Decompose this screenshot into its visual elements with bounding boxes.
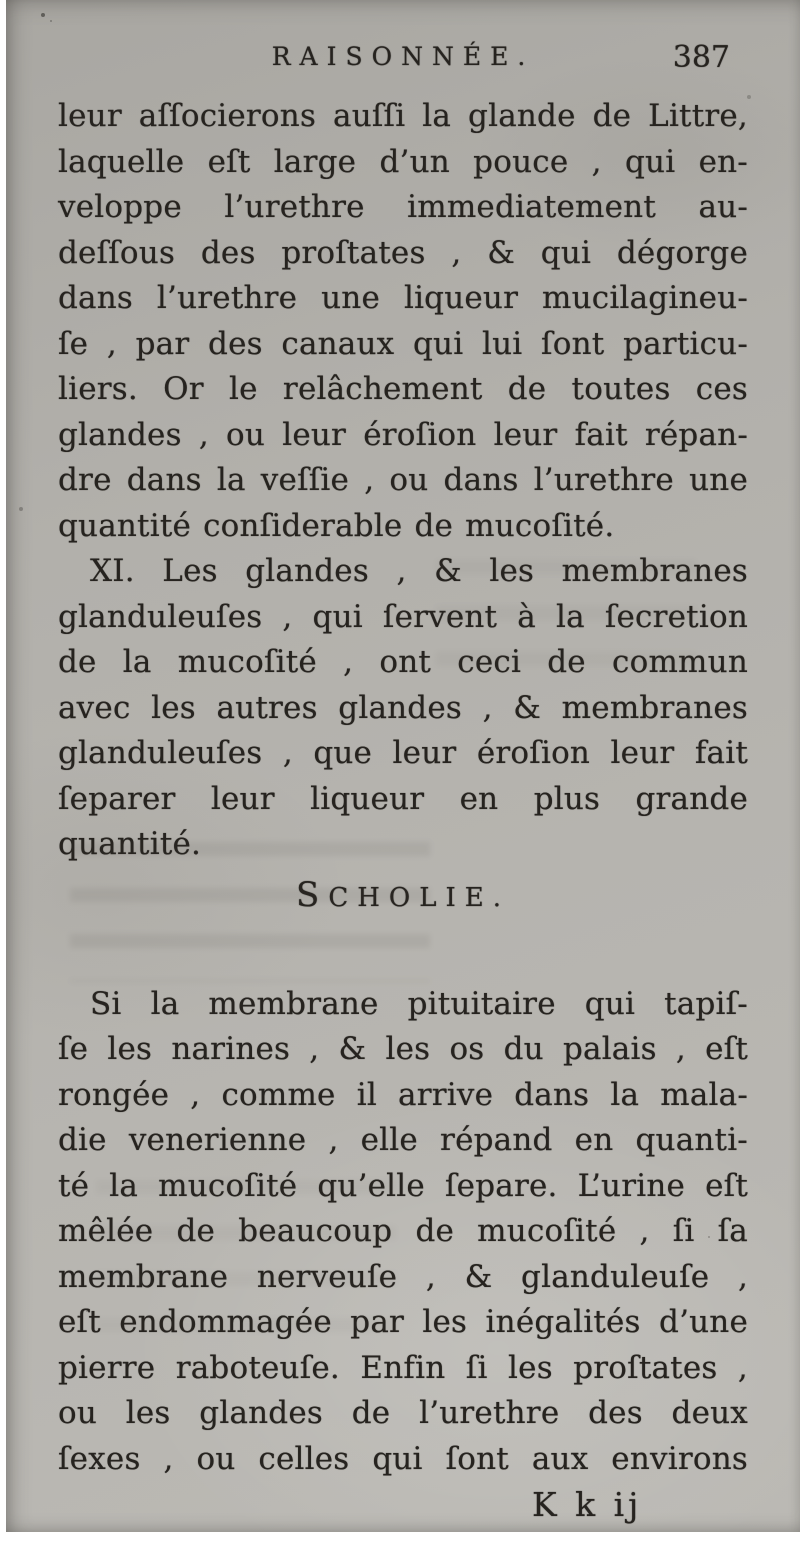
text-line: membrane nerveuſe , & glanduleuſe , <box>58 1258 748 1295</box>
text-line: die venerienne , elle répand en quanti- <box>58 1122 748 1158</box>
text-line: glandes , ou leur éroſion leur fait répan- <box>58 416 748 453</box>
text-line: veloppe l’urethre immediatement au- <box>58 189 748 225</box>
text-line: deſſous des proſtates , & qui dégorge <box>58 234 748 271</box>
gathering-signature: K k ij <box>532 1485 643 1524</box>
text-line: dre dans la veſſie , ou dans l’urethre une <box>58 462 748 498</box>
running-title: RAISONNÉE. <box>271 42 535 71</box>
scholie-heading-rest: CHOLIE. <box>328 882 510 913</box>
text-line: té la mucoſité qu’elle ſepare. L’urine eſt <box>58 1167 748 1204</box>
text-line: avec les autres glandes , & membranes <box>58 689 748 726</box>
text-line: mêlée de beaucoup de mucoſité , ſi ſa <box>58 1213 748 1249</box>
page-number: 387 <box>672 40 730 75</box>
text-line: quantité conſiderable de mucoſité. <box>58 507 615 544</box>
text-line: pierre raboteuſe. Enfin ſi les proſtates , <box>58 1349 748 1386</box>
book-page <box>6 0 800 1532</box>
text-line: eſt endommagée par les inégalités d’une <box>58 1304 748 1340</box>
text-block-2 <box>58 982 748 1483</box>
text-line: glanduleuſes , que leur éroſion leur fait <box>58 735 748 771</box>
text-line: laquelle eſt large d’un pouce , qui en- <box>58 143 748 180</box>
text-line: ſeparer leur liqueur en plus grande <box>58 780 748 817</box>
page-header <box>58 42 748 88</box>
text-line: rongée , comme il arrive dans la mala- <box>58 1076 748 1113</box>
text-line: glanduleuſes , qui ſervent à la ſecretion <box>58 598 748 635</box>
text-line: ſexes , ou celles qui ſont aux environs <box>58 1440 748 1477</box>
text-block-1 <box>58 94 748 868</box>
scholie-heading-initial: S <box>296 874 329 915</box>
text-line: ſe , par des canaux qui lui ſont particu- <box>58 325 748 362</box>
text-line: quantité. <box>58 826 202 862</box>
text-line: liers. Or le relâchement de toutes ces <box>58 371 748 407</box>
section-gap <box>58 918 748 976</box>
text-line: dans l’urethre une liqueur mucilagineu- <box>58 280 748 316</box>
text-line: de la mucoſité , ont ceci de commun <box>58 644 748 680</box>
text-line: XI. Les glandes , & les membranes <box>90 553 748 589</box>
text-line: leur aſſocierons auſſi la glande de Littre, <box>58 98 748 134</box>
text-line: ou les glandes de l’urethre des deux <box>58 1395 748 1431</box>
scholie-heading <box>58 872 748 918</box>
text-line: ſe les narines , & les os du palais , eſt <box>58 1031 748 1067</box>
text-line: Si la membrane pituitaire qui tapiſ- <box>90 985 748 1022</box>
